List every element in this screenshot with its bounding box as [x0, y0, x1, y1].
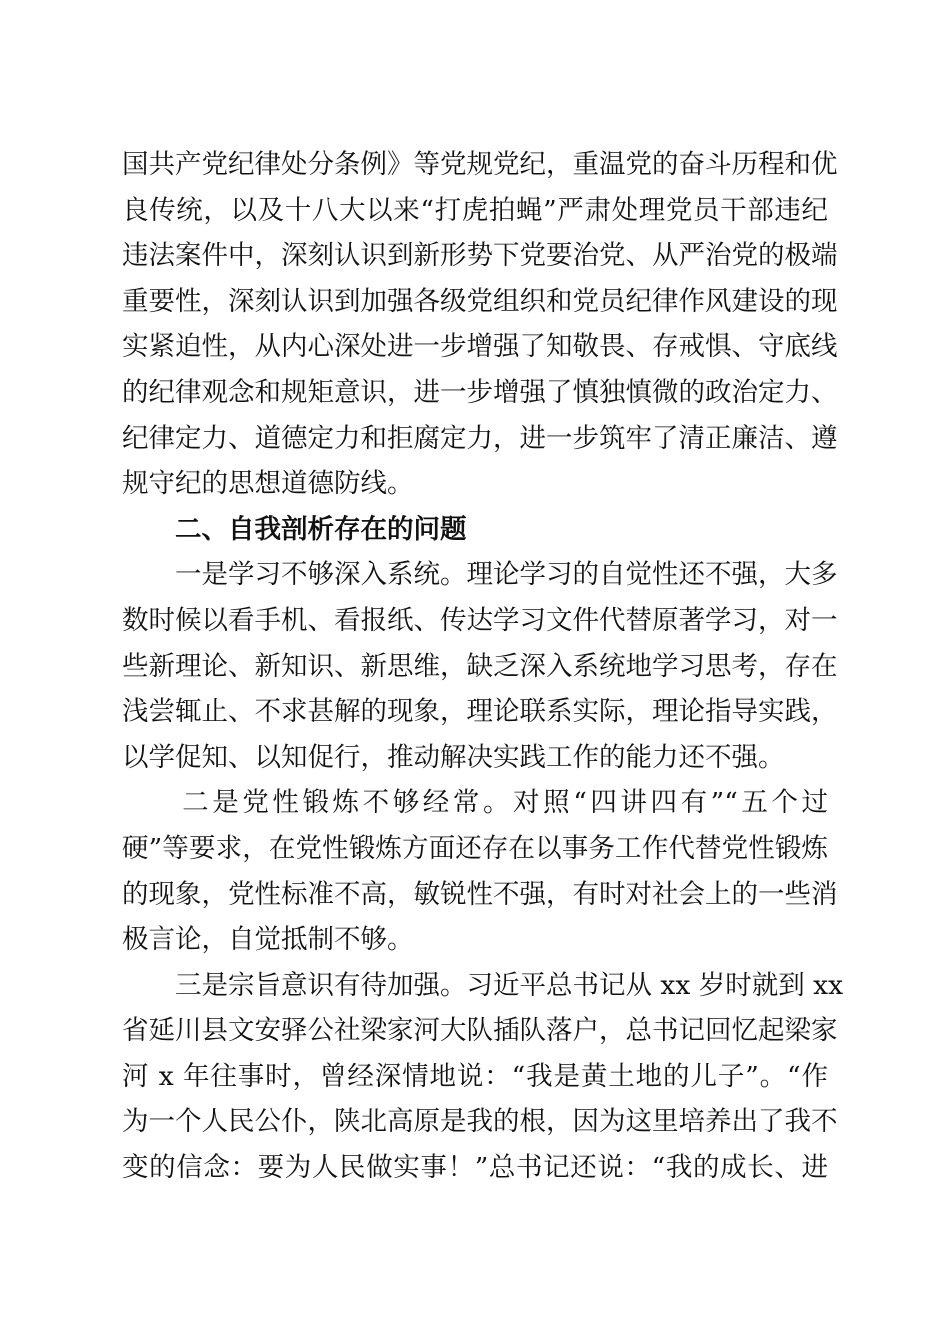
text-line: 些新理论、新知识、新思维，缺乏深入系统地学习思考，存在 [122, 650, 838, 682]
text-line: 极言论，自觉抵制不够。 [122, 924, 414, 956]
text-line: 为一个人民公仆，陕北高原是我的根，因为这里培养出了我不 [122, 1106, 838, 1138]
text-line: 省延川县文安驿公社梁家河大队插队落户，总书记回忆起梁家 [122, 1015, 838, 1047]
document-body [122, 142, 844, 1191]
text-line: 的纪律观念和规矩意识，进一步增强了慎独慎微的政治定力、 [122, 376, 838, 408]
text-line: 三是宗旨意识有待加强。习近平总书记从 xx 岁时就到 xx [122, 969, 844, 1001]
text-line: 以学促知、以知促行，推动解决实践工作的能力还不强。 [122, 741, 785, 773]
text-line: 一是学习不够深入系统。理论学习的自觉性还不强，大多 [122, 559, 838, 591]
text-line: 硬”等要求，在党性锻炼方面还存在以事务工作代替党性锻炼 [122, 832, 828, 864]
text-line: 变的信念：要为人民做实事！”总书记还说：“我的成长、进 [122, 1152, 828, 1184]
text-line: 实紧迫性，从内心深处进一步增强了知敬畏、存戒惧、守底线 [122, 331, 838, 363]
text-line: 重要性，深刻认识到加强各级党组织和党员纪律作风建设的现 [122, 285, 838, 317]
text-line: 浅尝辄止、不求甚解的现象，理论联系实际，理论指导实践， [122, 696, 838, 728]
text-line: 规守纪的思想道德防线。 [122, 468, 414, 500]
text-line: 的现象，党性标准不高，敏锐性不强，有时对社会上的一些消 [122, 878, 838, 910]
text-line: 国共产党纪律处分条例》等党规党纪，重温党的奋斗历程和优 [122, 149, 838, 180]
text-line: 数时候以看手机、看报纸、传达学习文件代替原著学习，对一 [122, 604, 838, 636]
text-line: 二是党性锻炼不够经常。对照“四讲四有”“五个过 [122, 787, 828, 819]
text-line: 良传统，以及十八大以来“打虎拍蝇”严肃处理党员干部违纪 [122, 194, 828, 226]
text-line: 纪律定力、道德定力和拒腐定力，进一步筑牢了清正廉洁、遵 [122, 422, 838, 454]
section-heading: 二、自我剖析存在的问题 [122, 513, 467, 545]
text-line: 河 x 年往事时，曾经深情地说：“我是黄土地的儿子”。“作 [122, 1060, 828, 1092]
text-line: 违法案件中，深刻认识到新形势下党要治党、从严治党的极端 [122, 240, 838, 272]
